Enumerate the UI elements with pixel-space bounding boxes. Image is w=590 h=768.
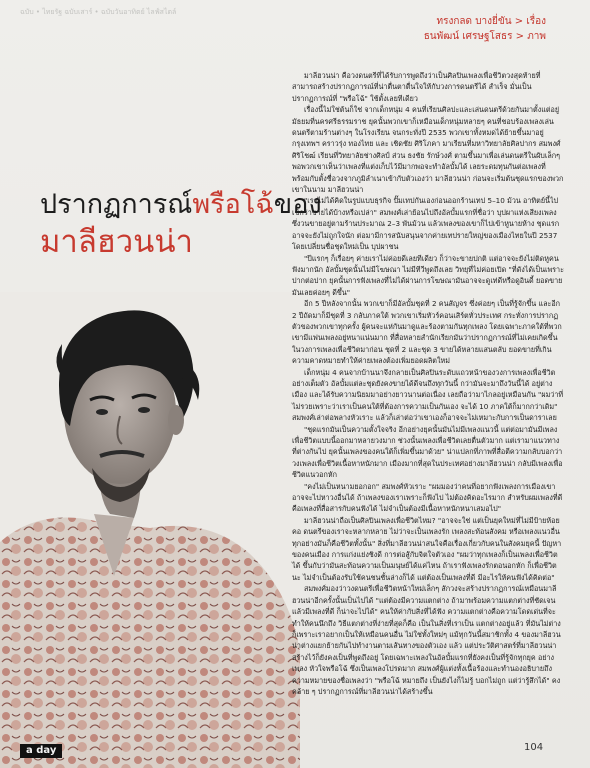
article-paragraph: เด็กหนุ่ม 4 คนจากบ้านนาจึงกลายเป็นศิลปินระดับแถวหน้าของวงการเพลงเพื่อชีวิตอย่างเต็มตัว อัลบั้มแต่ละชุดยังคงขายได้ดีจนถึงทุกวันนี้ กว่ามันจะมาถึงวันนี้ได้ อยู่ต่างเมือง และได้รับความนิยมมาอย่างยาวนานต่อเนื่อง เลยถือว่ามาไกลอยู่เหมือนกัน "ผมว่าที่ไม่รวยเพราะว่าเราเป็นคนใต้ที่ต้องการความเป็นกันเอง จะได้ 10 ภาคใต้ก็มากกว่าเดิม" สมพงศ์เล่าต่อพลางหัวเราะ แล้วก็เล่าต่อว่าเขาเองก็อาจจะไม่เหมาะกับการเป็นดาราเลย bbox=[292, 367, 564, 423]
article-paragraph: "ชุดแรกมันเป็นความตั้งใจจริง อีกอย่างยุคนั้นมันไม่มีเพลงแนวนี้ แต่ต่อมามันมีเพลงเพื่อชีวิตแบบนี้ออกมาหลายวงมาก ช่วงนั้นเพลงเพื่อชีวิตเลยตื่นตัวมาก แต่เรามาแนวทางที่ต่างกันไป ยุคนั้นเพลงของคนใต้ก็เพิ่มขึ้นมาด้วย" น่าแปลกที่ภาพที่สื่อตีความกลับบอกว่าวงเพลงเพื่อชีวิตเนื้อหาหนักมาก เมืองมากที่สุดในประเทศอย่างมาลีฮวนน่า กลับมีเพลงเพื่อชีวิตแนวอกหัก bbox=[292, 424, 563, 480]
title-highlight: พรือโฉ้ bbox=[192, 189, 274, 220]
article-body bbox=[292, 70, 564, 697]
title-part-1: ปรากฏการณ์ bbox=[40, 189, 193, 220]
article-paragraph: สมพงศ์มองว่าวงดนตรีเพื่อชีวิตหน้าใหม่เล็กๆ สักวงจะสร้างปรากฏการณ์เหมือนมาลีฮวนน่าอีกครั้งนั้นเป็นไปได้ "แต่ต้องมีความแตกต่าง ถ้ามาพร้อมความแตกต่างที่ชัดเจน แล้วมีเพลงที่ดี ก็น่าจะไปได้" คนให้ค่ากับสิ่งที่ได้ฟัง ความแตกต่างคือความโดดเด่นที่จะทำให้คนนึกถึง วิธีแตกต่างที่ง่ายที่สุดก็คือ เป็นในสิ่งที่เราเป็น แตกต่างอยู่แล้ว ที่มันไม่ต่างก็เพราะเราอยากเป็นให้เหมือนคนอื่น ไม่ใช่ทั้งใหม่ๆ แม้ทุกวันนี้สมาชิกทั้ง 4 ของมาลีฮวนน่าต่างแยกย้ายกันไปทำงานตามเส้นทางของตัวเอง แล้ว แต่ประวัติศาสตร์ที่มาลีฮวนน่าสร้างไว้ก็ยังคงเป็นที่พูดถึงอยู่ โดยเฉพาะเพลงในอัลบั้มแรกที่ยังคงเป็นที่รู้จักทุกยุค อย่างเพลง หัวใจพรือโฉ้ ซึ่งเป็นเพลงโปรดมาก สมพงศ์ผู้แต่งทั้งเนื้อร้องและทำนองอธิบายถึงความหมายของชื่อเพลงว่า "พรือโฉ้ หมายถึง เป็นยังไงก็ไม่รู้ บอกไม่ถูก แต่ว่ารู้สึกได้" คงคล้าย ๆ ปรากฏการณ์ที่มาลีฮวนน่าได้สร้างขึ้น bbox=[292, 584, 561, 696]
article-credits bbox=[424, 14, 546, 44]
writer-credit: ทรงกลด บางยี่ขัน > เรื่อง bbox=[436, 16, 546, 27]
photographer-credit: ธนพัฒน์ เศรษฐโสธร > ภาพ bbox=[423, 31, 546, 42]
article-paragraph: "ปีแรกๆ ก็เรื่อยๆ ค่ายเราไม่ค่อยดีเลยทีเดียว ก็ว่าจะขายปกติ แต่อาจจะยังไม่ติดหูคนฟังมากนัก อัลบั้มชุดนั้นไม่มีโฆษณา ไม่มีทีวีพูดถึงเลย วิทยุที่ไม่ค่อยเปิด "ที่ดังได้เป็นเพราะปากต่อปาก ยุคนั้นการฟังเพลงที่ไม่ได้ผ่านการโฆษณามันอาจจะดูเท่ดีหรือดูอินดี้ ยอดขายมันเลยค่อยๆ ดีขึ้น" bbox=[292, 253, 564, 297]
title-line-2: มาลีฮวนน่า bbox=[40, 224, 193, 260]
page-number: 104 bbox=[524, 742, 544, 753]
article-paragraph: "เราไม่ได้คิดในรูปแบบธุรกิจ ปั๊มเทปกันเองก่อนออกร้านเทป 5–10 ม้วน อาทิตย์นี้ไปเช็กว่าขายได้บ้างหรือเปล่า" สมพงศ์เล่าย้อนไปถึงอัลบั้มแรกที่ชื่อว่า บุปผาแห่งเสียงเพลง ซึ่งวนขายอยู่ตามร้านประมาณ 2–3 พันม้วน แล้วเพลงของเขาก็ไปเข้าหูนายห้าง ชุดแรกอาจจะยังไม่ถูกใจนัก ต่อมามีการสนับสนุนจากค่ายเทปรายใหญ่ของเมืองไทยในปี 2537 โดยเปลี่ยนชื่อชุดใหม่เป็น บุปผาชน bbox=[292, 196, 560, 252]
article-paragraph: อีก 5 ปีหลังจากนั้น พวกเขาก็มีอัลบั้มชุดที่ 2 คนสัญจร ซึ่งค่อยๆ เป็นที่รู้จักขึ้น และอีก 2 ปีถัดมาก็มีชุดที่ 3 กลับภาคใต้ พวกเขาเริ่มทัวร์คอนเสิร์ตทั่วประเทศ กระทั่งการปรากฏตัวของพวกเขาทุกครั้ง ผู้คนจะแห่กันมาดูและร้องตามกันทุกเพลง โดยเฉพาะภาคใต้ที่พวกเขามีแฟนเพลงอยู่หนาแน่นมาก ที่สื่อหลายสำนักเรียกมันว่าปรากฏการณ์ที่ไม่เคยเกิดขึ้นในวงการเพลงเพื่อชีวิตมาก่อน ชุดที่ 2 และชุด 3 ขายได้หลายแสนตลับ ยอดขายที่เกินความคาดหมายทำให้ค่ายเพลงต้องเพิ่มยอดผลิตใหม่ bbox=[292, 299, 562, 366]
portrait-photo bbox=[0, 292, 300, 768]
article-paragraph: "คงไม่เป็นหนามยอกอก" สมพงศ์หัวเราะ "ผมมองว่าคนที่อยากฟังเพลงการเมืองเขาอาจจะไปหาวงอื่นได้ ถ้าเพลงของเราเพราะก็ฟังไป ไม่ต้องคิดอะไรมาก สำหรับผมเพลงที่ดีคือเพลงที่สื่อสารกับคนฟังได้ ไม่จำเป็นต้องมีเนื้อหาหนักหนาเสมอไป" bbox=[292, 481, 563, 514]
title-line-1 bbox=[40, 188, 322, 222]
faded-header: ฉบับ • ไทยรัฐ ฉบับเสาร์ • ฉบับวันอาทิตย์ ไลฟ์สไตล์ bbox=[20, 8, 177, 16]
magazine-logo: a day bbox=[20, 744, 62, 758]
article-paragraph: มาลีฮวนน่า คือวงดนตรีที่ได้รับการพูดถึงว่าเป็นศิลปินเพลงเพื่อชีวิตวงสุดท้ายที่สามารถสร้างปรากฏการณ์ที่น่าตื่นตาตื่นใจให้กับวงการดนตรีได้ สำเร็จ มั่นเป็นปรากฏการณ์ที่ "พรือโฉ้" ใช้ตั้งเลยทีเดียว bbox=[292, 71, 541, 103]
article-paragraph: เรื่องนี้ไม่ใช่ต้นก็ใช่ จากเด็กหนุ่ม 4 คนที่เรียนศิลปะและเล่นดนตรีด้วยกันมาตั้งแต่อยู่มัธยมที่นครศรีธรรมราช ยุคนั้นพวกเขาก็เหมือนเด็กหนุ่มหลายๆ คนที่ชอบร้องเพลงเล่นดนตรีตามร้านต่างๆ ในโรงเรียน จนกระทั่งปี 2535 พวกเขาทั้งหมดได้ย้ายขึ้นมาอยู่กรุงเทพฯ คราวรุ่ง ทองไทย และ เชิดชัย ศิริโภคา มาเรียนที่มหาวิทยาลัยศิลปากร สมพงศ์ ศิริโชฒ์ เรียนที่วิทยาลัยช่างศิลป์ ส่วน ธงชัย รักษ์วงศ์ ตามขึ้นมาเพื่อเล่นดนตรีในผับเล็กๆ พอพวกเขาเห็นว่าเพลงที่แต่งเก็บไว้มีมากพอจะทำอัลบั้มได้ เลยระดมทุนกันต่อเพลงที่ พร้อมกับตั้งชื่อวงจากภูมิลำเนาเข้ากับตัวเองว่า มาลีฮวนน่า ก่อนจะเริ่มต้นชุดแรกของพวกเขาในนาม มาลีฮวนน่า bbox=[292, 105, 564, 195]
article-title bbox=[40, 188, 322, 262]
faded-previous-page-text bbox=[20, 8, 290, 21]
article-paragraph: มาลีฮวนน่าถือเป็นศิลปินเพลงเพื่อชีวิตไหม? "อาจจะใช่ แต่เป็นยุคใหม่ที่ไม่มีป้ายห้อยคอ ดนตรีของเราจะหลากหลาย ไม่ว่าจะเป็นเพลงรัก เพลงสะท้อนสังคม หรือเพลงแนวอื่น ทุกอย่างมันก็คือชีวิตทั้งนั้น" สิ่งที่มาลีฮวนน่าสนใจคือเรื่องเกี่ยวกับคนในสังคมยุคนี้ ปัญหาของคนเมือง การแก่งแย่งชิงดี การต่อสู้กับจิตใจตัวเอง "ผมว่าทุกเพลงก็เป็นเพลงเพื่อชีวิตได้ ขึ้นกับว่ามันสะท้อนความเป็นมนุษย์ได้แค่ไหน ถ้าเราฟังเพลงรักตอนอกหัก ก็เพื่อชีวิตนะ ไม่จำเป็นต้องรับใช้คนชนชั้นล่างก็ได้ แต่ต้องเป็นเพลงที่ดี มีอะไรให้คนฟังได้คิดต่อ" bbox=[292, 515, 562, 582]
title-part-3: ของ bbox=[273, 189, 322, 220]
